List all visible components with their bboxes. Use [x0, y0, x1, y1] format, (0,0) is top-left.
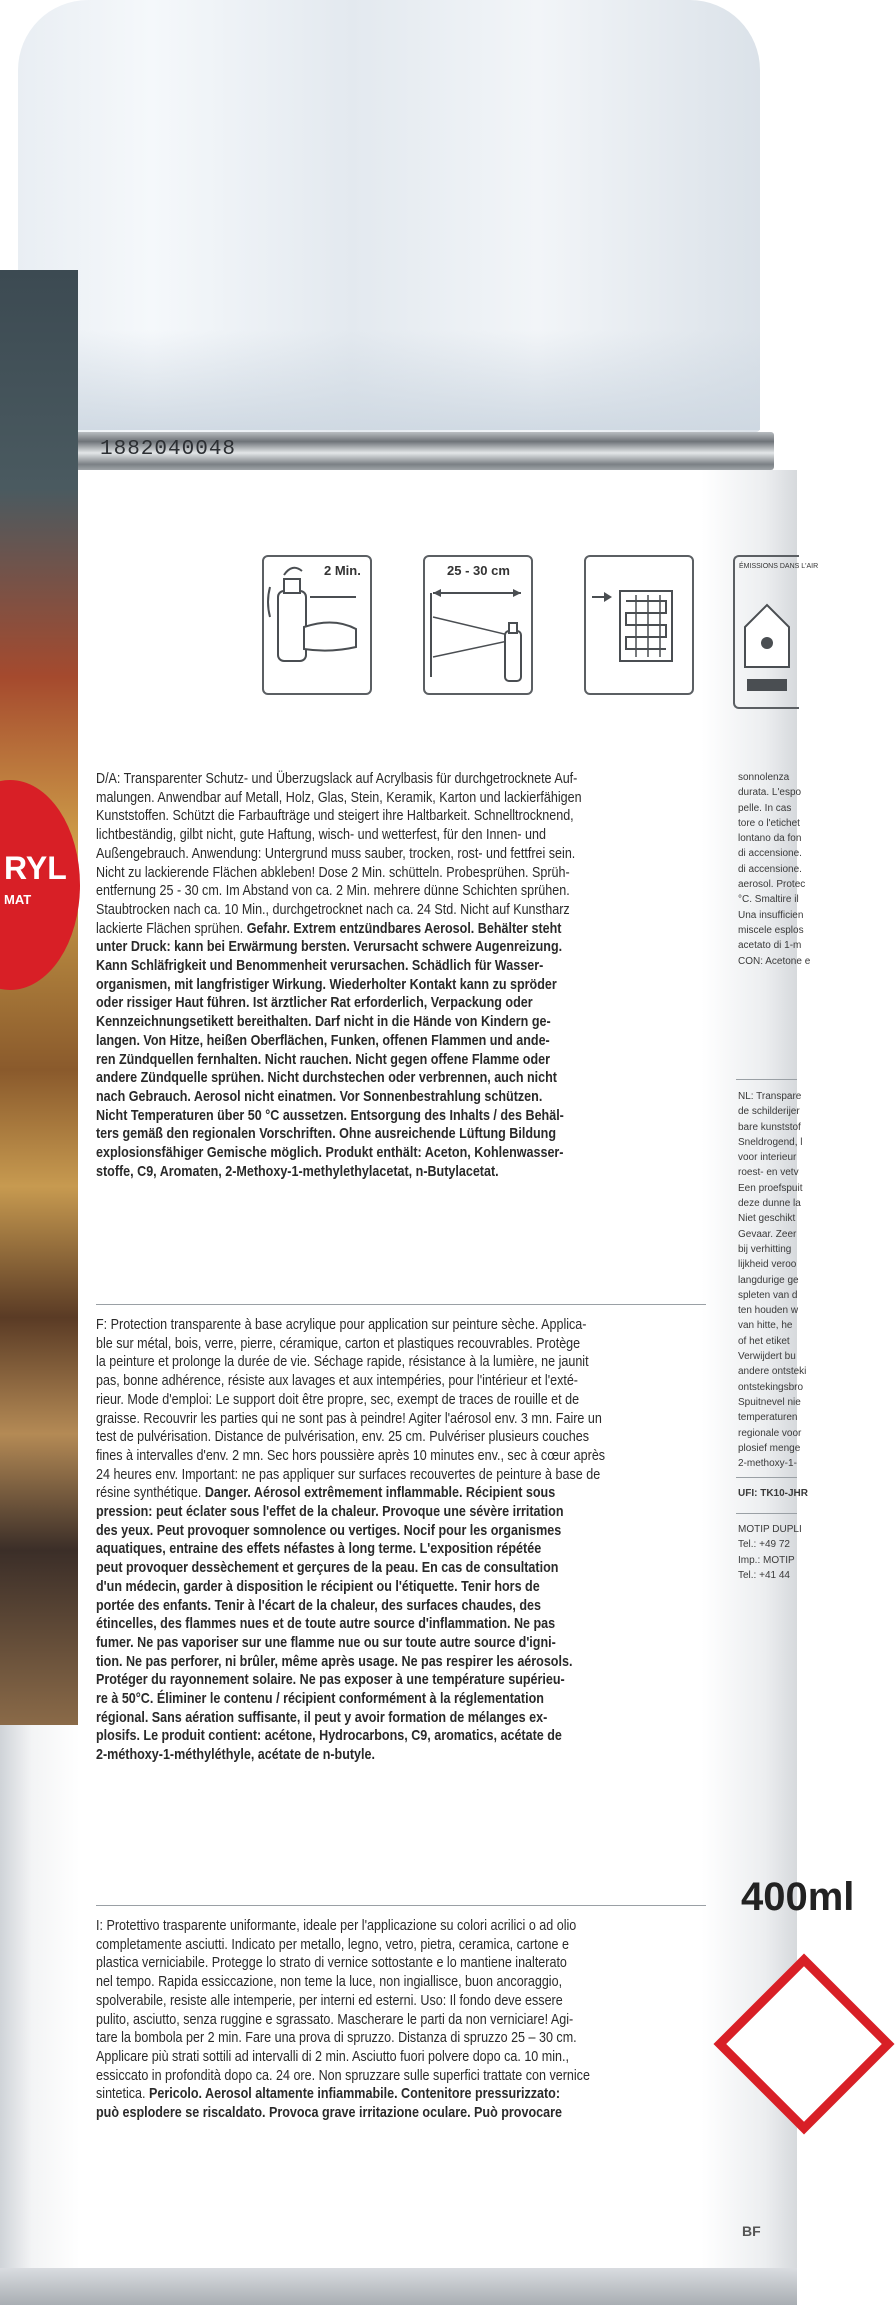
can-bottom-rim: [0, 2268, 797, 2305]
text-line: pas, bonne adhérence, résiste aux lavages et aux intempéries, pour l'intérieur et l'exté-: [96, 1373, 579, 1390]
text-fragment: sintetica.: [96, 2086, 150, 2103]
hazard-statement: plosifs. Le produit contient: acétone, Hydrocarbons, C9, aromatics, acétate de: [96, 1728, 562, 1745]
text-line: Spuitnevel nie: [738, 1396, 801, 1408]
hazard-statement: nach Gebrauch. Aerosol nicht einatmen. Vor Sonnenbestrahlung schützen.: [96, 1088, 543, 1105]
text-line: langdurige ge: [738, 1274, 799, 1286]
text-line: regionale voor: [738, 1427, 802, 1439]
text-line: plosief menge: [738, 1442, 801, 1454]
text-line: van hitte, he: [738, 1320, 793, 1332]
text-line: entfernung 25 - 30 cm. Im Abstand von ca. 2 Min. mehrere dünne Schichten sprühen.: [96, 883, 570, 900]
hazard-statement: ren Zündquellen fernhalten. Nicht rauchen. Nicht gegen offene Flamme oder: [96, 1051, 550, 1068]
text-line: Tel.: +49 72: [738, 1539, 790, 1551]
text-line: voor interieur: [738, 1152, 797, 1164]
text-line: Nicht zu lackierende Flächen abkleben! Dose 2 Min. schütteln. Probesprühen. Sprüh-: [96, 864, 570, 881]
text-line: rieur. Mode d'emploi: Le support doit être propre, sec, exempt de traces de rouille et de: [96, 1391, 580, 1408]
hazard-statement: Kennzeichnungsetikett bereithalten. Darf nicht in die Hände von Kindern ge-: [96, 1014, 551, 1031]
hazard-statement: explosionsfähiger Gemische möglich. Produkt enthält: Aceton, Kohlenwasser-: [96, 1145, 564, 1162]
divider-de-fr: [96, 1304, 706, 1305]
text-line: 2-methoxy-1-: [738, 1458, 797, 1470]
hazard-statement: des yeux. Peut provoquer somnolence ou vertiges. Nocif pour les organismes: [96, 1522, 562, 1539]
text-line: acetato di 1-m: [738, 940, 802, 952]
text-line: Tel.: +41 44: [738, 1569, 790, 1581]
text-line: [96, 2085, 624, 2104]
text-line: roest- en vetv: [738, 1167, 799, 1179]
text-line: Gevaar. Zeer: [738, 1228, 797, 1240]
text-line: °C. Smaltire il: [738, 894, 799, 906]
brand-badge: [0, 780, 80, 990]
badge-label: RYL: [4, 850, 67, 886]
text-block-it-continued: [738, 770, 811, 969]
text-line: temperaturen: [738, 1412, 798, 1424]
text-line: pulito, asciutto, senza ruggine e sgrassato. Mascherare le parti da non verniciare! Agi-: [96, 2011, 574, 2028]
text-line: Verwijdert bu: [738, 1351, 796, 1363]
hazard-statement: Danger. Aérosol extrêmement inflammable. Récipient sous: [204, 1485, 556, 1502]
batch-code: 1882040048: [100, 438, 237, 461]
text-line: aerosol. Protec: [738, 879, 806, 891]
divider-right-1: [736, 1079, 797, 1080]
text-line: Niet geschikt: [738, 1213, 796, 1225]
text-line: di accensione.: [738, 863, 802, 875]
region-code: BF: [742, 2223, 761, 2239]
text-line: Imp.: MOTIP: [738, 1554, 795, 1566]
text-line: essiccato in profondità dopo ca. 24 ore. Non spruzzare sulle superfici trattate con vernice: [96, 2067, 590, 2084]
text-line: fines à intervalles d'env. 2 mn. Sec hors poussière après 10 minutes env., sec à cœur après: [96, 1447, 606, 1464]
emission-pictogram: [733, 555, 819, 709]
text-line: spleten van d: [738, 1289, 798, 1301]
text-line: ten houden w: [738, 1305, 799, 1317]
volume-label: 400ml: [741, 1875, 855, 1919]
text-line: bij verhitting: [738, 1243, 792, 1255]
can-rim: [4, 432, 774, 470]
hazard-statement: peut provoquer dessèchement et gerçures de la peau. En cas de consultation: [96, 1560, 559, 1577]
hazard-statement: aquatiques, entraine des effets néfastes à long terme. L'exposition répétée: [96, 1541, 542, 1558]
hazard-statement: étincelles, des flammes nues et de toute autre source d'inflammation. Ne pas: [96, 1616, 556, 1633]
text-line: graisse. Recouvrir les parties qui ne sont pas à peindre! Agiter l'aérosol env. 3 mn. Faire un: [96, 1410, 602, 1427]
text-line: di accensione.: [738, 848, 802, 860]
hazard-statement: unter Druck: kann bei Erwärmung bersten. Verursacht schwere Augenreizung.: [96, 939, 563, 956]
text-line: pelle. In cas: [738, 802, 792, 814]
text-line: ontstekingsbro: [738, 1381, 804, 1393]
hazard-statement: oder rissiger Haut führen. Ist ärztlicher Rat erforderlich, Verpackung oder: [96, 995, 533, 1012]
hazard-statement: organismen, mit langfristiger Wirkung. Wiederholter Kontakt kann zu spröder: [96, 976, 557, 993]
hazard-statement: andere Zündquelle sprühen. Nicht durchstechen oder verbrennen, auch nicht: [96, 1070, 557, 1087]
divider-fr-it: [96, 1905, 706, 1906]
divider-right-3: [736, 1513, 797, 1514]
shake-pictogram: [262, 555, 372, 695]
text-line: Kunststoffen. Schützt die Farbaufträge und steigert ihre Haltbarkeit. Schnelltrocknend,: [96, 808, 574, 825]
text-line: Una insufficien: [738, 909, 804, 921]
text-block-it: [96, 1917, 624, 2123]
hazard-statement: Gefahr. Extrem entzündbares Aerosol. Behälter steht: [246, 920, 562, 937]
text-line: spolverabile, resiste alle intemperie, per interni ed esterni. Uso: Il fondo deve essere: [96, 1992, 563, 2009]
text-line: MOTIP DUPLI: [738, 1524, 802, 1535]
shake-time-label: 2 Min.: [324, 563, 361, 578]
text-line: andere ontsteki: [738, 1366, 807, 1378]
text-line: bare kunststof: [738, 1121, 801, 1133]
text-line: F: Protection transparente à base acrylique pour application sur peinture sèche. Applica-: [96, 1317, 587, 1333]
text-line: la peinture et prolonge la durée de vie. Séchage rapide, résistance à la lumière, ne jaunit: [96, 1354, 589, 1371]
text-line: [96, 1484, 624, 1503]
hazard-statement: 2-méthoxy-1-méthyléthyle, acétate de n-butyle.: [96, 1747, 375, 1764]
text-line: lichtbeständig, gilbt nicht, gute Haftung, wisch- und wetterfest, für den Innen- und: [96, 827, 547, 844]
hazard-statement: può esplodere se riscaldato. Provoca grave irritazione oculare. Può provocare: [96, 2105, 562, 2122]
hazard-statement: d'un médecin, garder à disposition le récipient ou l'étiquette. Tenir hors de: [96, 1578, 540, 1595]
hazard-statement: Pericolo. Aerosol altamente infiammabile. Contenitore pressurizzato:: [149, 2086, 561, 2103]
text-line: I: Protettivo trasparente uniformante, ideale per l'applicazione su colori acrilici o ad olio: [96, 1918, 577, 1934]
text-line: lijkheid veroo: [738, 1259, 797, 1271]
text-line: 24 heures env. Important: ne pas appliquer sur surfaces recouvertes de peinture à base de: [96, 1466, 601, 1483]
text-line: test de pulvérisation. Distance de pulvérisation, env. 25 cm. Pulvériser plusieurs couches: [96, 1429, 589, 1446]
text-line: lontano da fon: [738, 833, 802, 845]
hazard-statement: portée des enfants. Tenir à l'écart de la chaleur, des surfaces chaudes, des: [96, 1597, 541, 1614]
text-line: NL: Transpare: [738, 1091, 802, 1102]
ufi-code: UFI: TK10-JHR: [738, 1488, 809, 1499]
company-info: [738, 1522, 802, 1583]
text-line: sonnolenza: [738, 772, 790, 783]
text-line: completamente asciutti. Indicato per metallo, legno, vetro, pietra, ceramica, cartone e: [96, 1936, 569, 1953]
text-line: Sneldrogend, l: [738, 1136, 803, 1148]
text-line: ble sur métal, bois, verre, pierre, céramique, carton et plastiques recouvrables. Protège: [96, 1335, 581, 1352]
text-line: [96, 920, 624, 939]
spray-cap: [18, 0, 760, 432]
text-line: Een proefspuit: [738, 1182, 803, 1194]
text-line: Staubtrocken nach ca. 10 Min., durchgetrocknet nach ca. 24 Std. Nicht auf Kunstharz: [96, 901, 570, 918]
hazard-statement: régional. Sans aération suffisante, il peut y avoir formation de mélanges ex-: [96, 1709, 548, 1726]
hazard-statement: Protéger du rayonnement solaire. Ne pas exposer à une température supérieu-: [96, 1672, 565, 1689]
hazard-statement: tion. Ne pas perforer, ni brûler, même après usage. Ne pas respirer les aérosols.: [96, 1653, 573, 1670]
text-fragment: lackierte Flächen sprühen.: [96, 920, 247, 937]
coats-pictogram: [584, 555, 694, 695]
text-line: durata. L'espo: [738, 787, 802, 799]
text-block-de: [96, 770, 624, 1181]
spray-distance-label: 25 - 30 cm: [447, 563, 510, 578]
hazard-statement: pression: peut éclater sous l'effet de la chaleur. Provoque une sévère irritation: [96, 1504, 564, 1521]
text-line: D/A: Transparenter Schutz- und Überzugslack auf Acrylbasis für durchgetrocknete Auf-: [96, 771, 578, 787]
product-photo-strip: [0, 270, 78, 1725]
text-line: plastica verniciabile. Protegge lo strato di vernice sottostante e lo mantiene inalterato: [96, 1955, 567, 1972]
text-fragment: résine synthétique.: [96, 1485, 205, 1502]
text-line: nel tempo. Rapida essiccazione, non teme la luce, non ingiallisce, buon ancoraggio,: [96, 1974, 563, 1991]
hazard-statement: langen. Von Hitze, heißen Oberflächen, Funken, offenen Flammen und ande-: [96, 1032, 550, 1049]
text-line: miscele esplos: [738, 924, 804, 936]
emission-label: ÉMISSIONS DANS L'AIR: [739, 563, 819, 570]
text-line: CON: Acetone e: [738, 955, 811, 967]
text-line: tore o l'etichet: [738, 817, 800, 829]
text-line: deze dunne la: [738, 1198, 801, 1210]
badge-sublabel: MAT: [4, 892, 32, 907]
divider-right-2: [736, 1477, 797, 1478]
hazard-statement: re à 50°C. Éliminer le contenu / récipient conformément à la réglementation: [96, 1691, 544, 1708]
text-block-nl: [738, 1089, 807, 1471]
hazard-statement: fumer. Ne pas vaporiser sur une flamme nue ou sur toute autre source d'igni-: [96, 1634, 556, 1651]
text-line: Außengebrauch. Anwendung: Untergrund muss sauber, trocken, rost- und fettfrei sein.: [96, 845, 576, 862]
text-line: Applicare più strati sottili ad intervalli di 2 min. Asciutto fuori polvere dopo ca. 10 min.,: [96, 2048, 569, 2065]
hazard-statement: Nicht Temperaturen über 50 °C aussetzen. Entsorgung des Inhalts / des Behäl-: [96, 1107, 564, 1124]
hazard-statement: stoffe, C9, Aromaten, 2-Methoxy-1-methylethylacetat, n-Butylacetat.: [96, 1163, 499, 1180]
spray-distance-pictogram: [423, 555, 533, 695]
text-line: malungen. Anwendbar auf Metall, Holz, Glas, Stein, Keramik, Karton und lackierfähigen: [96, 789, 582, 806]
hazard-statement: ters gemäß den regionalen Vorschriften. Ohne ausreichende Lüftung Bildung: [96, 1126, 557, 1143]
text-line: de schilderijer: [738, 1106, 800, 1118]
hazard-statement: Kann Schläfrigkeit und Benommenheit verursachen. Schädlich für Wasser-: [96, 958, 544, 975]
text-line: tare la bombola per 2 min. Fare una prova di spruzzo. Distanza di spruzzo 25 – 30 cm.: [96, 2030, 577, 2047]
text-block-fr: [96, 1316, 624, 1765]
text-line: of het etiket: [738, 1335, 790, 1347]
